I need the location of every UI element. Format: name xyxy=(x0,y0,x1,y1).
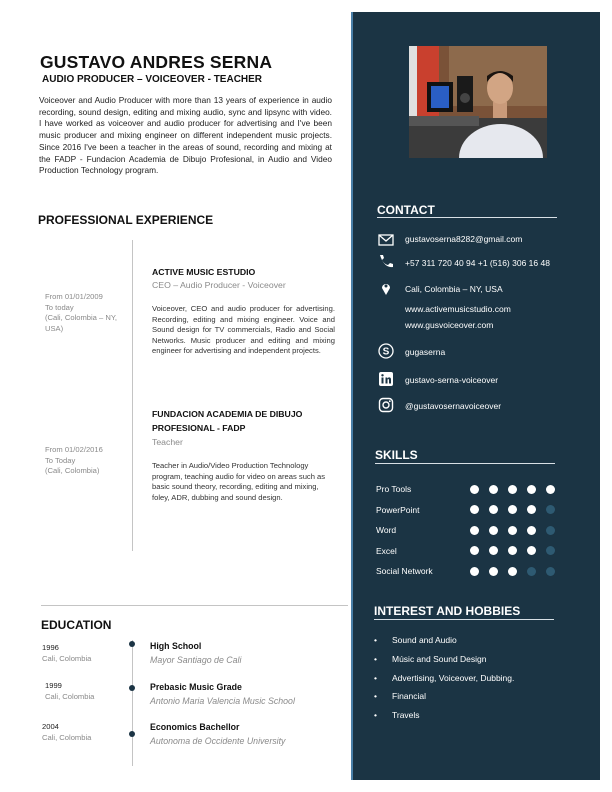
skill-level-dot-filled xyxy=(489,567,498,576)
interests-divider xyxy=(374,619,554,620)
interest-item xyxy=(374,673,514,683)
education-3-year: 2004 xyxy=(42,722,59,731)
job-2-description: Teacher in Audio/Video Production Technology program, teaching audio for video on areas such as basic sound theory, recording, editing and mixing, foley, ADR, dubbing and sound design. xyxy=(152,461,326,502)
skill-level-dot-filled xyxy=(546,485,555,494)
interest-label: Músic and Sound Design xyxy=(392,653,487,664)
profile-summary: Voiceover and Audio Producer with more than 13 years of experience in audio recording, sound design, editing and mixing audio, sync and lipsync with video. I have worked as voiceover and audio producer for advertising and I've been music producer and mixing engineer on different independent music projects. Since 2016 I've been a teacher in the areas of sound, recording and mixing at the FADP - Fundacion Academia de Dibujo Profesional, in Audio and Video Production Technology program. xyxy=(39,95,332,176)
bullet-icon: • xyxy=(374,672,377,683)
education-1-location: Cali, Colombia xyxy=(42,654,92,663)
job-1-dates xyxy=(45,292,125,334)
skill-level-dot-filled xyxy=(527,485,536,494)
interest-item xyxy=(374,710,420,720)
section-divider xyxy=(41,605,348,606)
bullet-icon: • xyxy=(374,710,377,721)
contact-website-1[interactable]: www.activemusicstudio.com xyxy=(405,304,511,314)
job-1-position: CEO – Audio Producer - Voiceover xyxy=(152,280,286,290)
job-1-company: ACTIVE MUSIC ESTUDIO xyxy=(152,267,256,277)
svg-text:S: S xyxy=(382,346,390,358)
skill-level-dot-empty xyxy=(546,526,555,535)
job-1-date-from: From 01/01/2009 xyxy=(45,292,103,301)
contact-linkedin[interactable]: gustavo-serna-voiceover xyxy=(405,375,499,385)
education-1-year: 1996 xyxy=(42,643,59,652)
interest-item xyxy=(374,654,487,664)
education-1-marker xyxy=(129,641,135,647)
education-heading: EDUCATION xyxy=(41,618,112,632)
job-2-company: FUNDACION ACADEMIA DE DIBUJO PROFESIONAL - FADP xyxy=(152,409,303,433)
skill-level-dot-filled xyxy=(508,567,517,576)
contact-skype[interactable]: gugaserna xyxy=(405,347,446,357)
interest-label: Travels xyxy=(392,710,420,721)
education-2-year: 1999 xyxy=(45,681,62,690)
education-1-institution: Mayor Santiago de Cali xyxy=(150,655,242,665)
education-2-title: Prebasic Music Grade xyxy=(150,682,242,692)
skill-name: Social Network xyxy=(376,566,433,577)
contact-heading: CONTACT xyxy=(377,203,435,217)
job-2-location: (Cali, Colombia) xyxy=(45,466,100,475)
interests-heading: INTEREST AND HOBBIES xyxy=(374,604,521,618)
skill-level-dot-filled xyxy=(470,567,479,576)
bullet-icon: • xyxy=(374,635,377,645)
education-2-location: Cali, Colombia xyxy=(45,692,95,701)
education-2-marker xyxy=(129,685,135,691)
experience-heading: PROFESSIONAL EXPERIENCE xyxy=(38,213,214,227)
education-timeline xyxy=(132,640,133,766)
contact-instagram[interactable]: @gustavosernavoiceover xyxy=(405,401,502,411)
skill-level-dot-filled xyxy=(527,526,536,535)
contact-website-2[interactable]: www.gusvoiceover.com xyxy=(405,320,494,330)
contact-phone[interactable]: +57 311 720 40 94 +1 (516) 306 16 48 xyxy=(405,258,550,268)
skill-name: Excel xyxy=(376,545,397,556)
skill-name: PowerPoint xyxy=(376,504,420,515)
contact-email[interactable]: gustavoserna8282@gmail.com xyxy=(405,234,523,244)
education-1-title: High School xyxy=(150,641,202,651)
interest-label: Sound and Audio xyxy=(392,635,457,645)
skill-level-dot-filled xyxy=(470,526,479,535)
skills-divider xyxy=(375,463,555,464)
skill-level-dot-filled xyxy=(508,526,517,535)
contact-divider xyxy=(377,217,557,218)
skill-level-dot-filled xyxy=(489,485,498,494)
education-3-marker xyxy=(129,731,135,737)
skill-level-dot-filled xyxy=(508,485,517,494)
skills-heading: SKILLS xyxy=(375,448,418,462)
sidebar-accent-line xyxy=(351,12,353,780)
interest-label: Financial xyxy=(392,691,427,702)
interest-item xyxy=(374,691,426,701)
linkedin-icon xyxy=(378,371,394,387)
location-pin-icon xyxy=(378,281,394,295)
skill-level-dot-filled xyxy=(470,485,479,494)
experience-timeline xyxy=(132,240,133,551)
email-icon xyxy=(378,233,394,247)
skill-name: Pro Tools xyxy=(376,484,412,494)
job-2-date-from: From 01/02/2016 xyxy=(45,445,103,454)
contact-location: Cali, Colombia – NY, USA xyxy=(405,284,503,294)
skill-level-dot-empty xyxy=(527,567,536,576)
job-1-location: (Cali, Colombia – NY, USA) xyxy=(45,313,118,333)
job-1-description: Voiceover, CEO and audio producer for advertising. Recording, editing and mixing engineer. Voice and Sound design for TV commercials, Radio and Social Networks. Music producer and editing and mixing engineer for advertising and independent projects. xyxy=(152,304,335,355)
job-role: AUDIO PRODUCER – VOICEOVER - TEACHER xyxy=(42,74,263,85)
skype-icon xyxy=(378,343,394,359)
education-2-institution: Antonio Maria Valencia Music School xyxy=(150,696,295,706)
job-1-date-to: To today xyxy=(45,302,74,312)
full-name: GUSTAVO ANDRES SERNA xyxy=(40,52,273,72)
skill-name: Word xyxy=(376,525,397,536)
interest-label: Advertising, Voiceover, Dubbing. xyxy=(392,672,515,683)
job-2-dates xyxy=(45,445,125,477)
bullet-icon: • xyxy=(374,653,377,664)
skill-level-dot-filled xyxy=(489,526,498,535)
bullet-icon: • xyxy=(374,691,377,702)
instagram-icon xyxy=(378,397,394,413)
job-2-position: Teacher xyxy=(152,437,183,447)
education-3-title: Economics Bachellor xyxy=(150,722,240,732)
education-3-institution: Autonoma de Occidente University xyxy=(150,736,286,746)
education-3-location: Cali, Colombia xyxy=(42,733,92,742)
interest-item xyxy=(374,635,457,645)
profile-photo xyxy=(409,46,547,158)
phone-icon xyxy=(378,254,394,268)
job-2-date-to: To Today xyxy=(45,455,76,465)
skill-level-dot-empty xyxy=(546,567,555,576)
